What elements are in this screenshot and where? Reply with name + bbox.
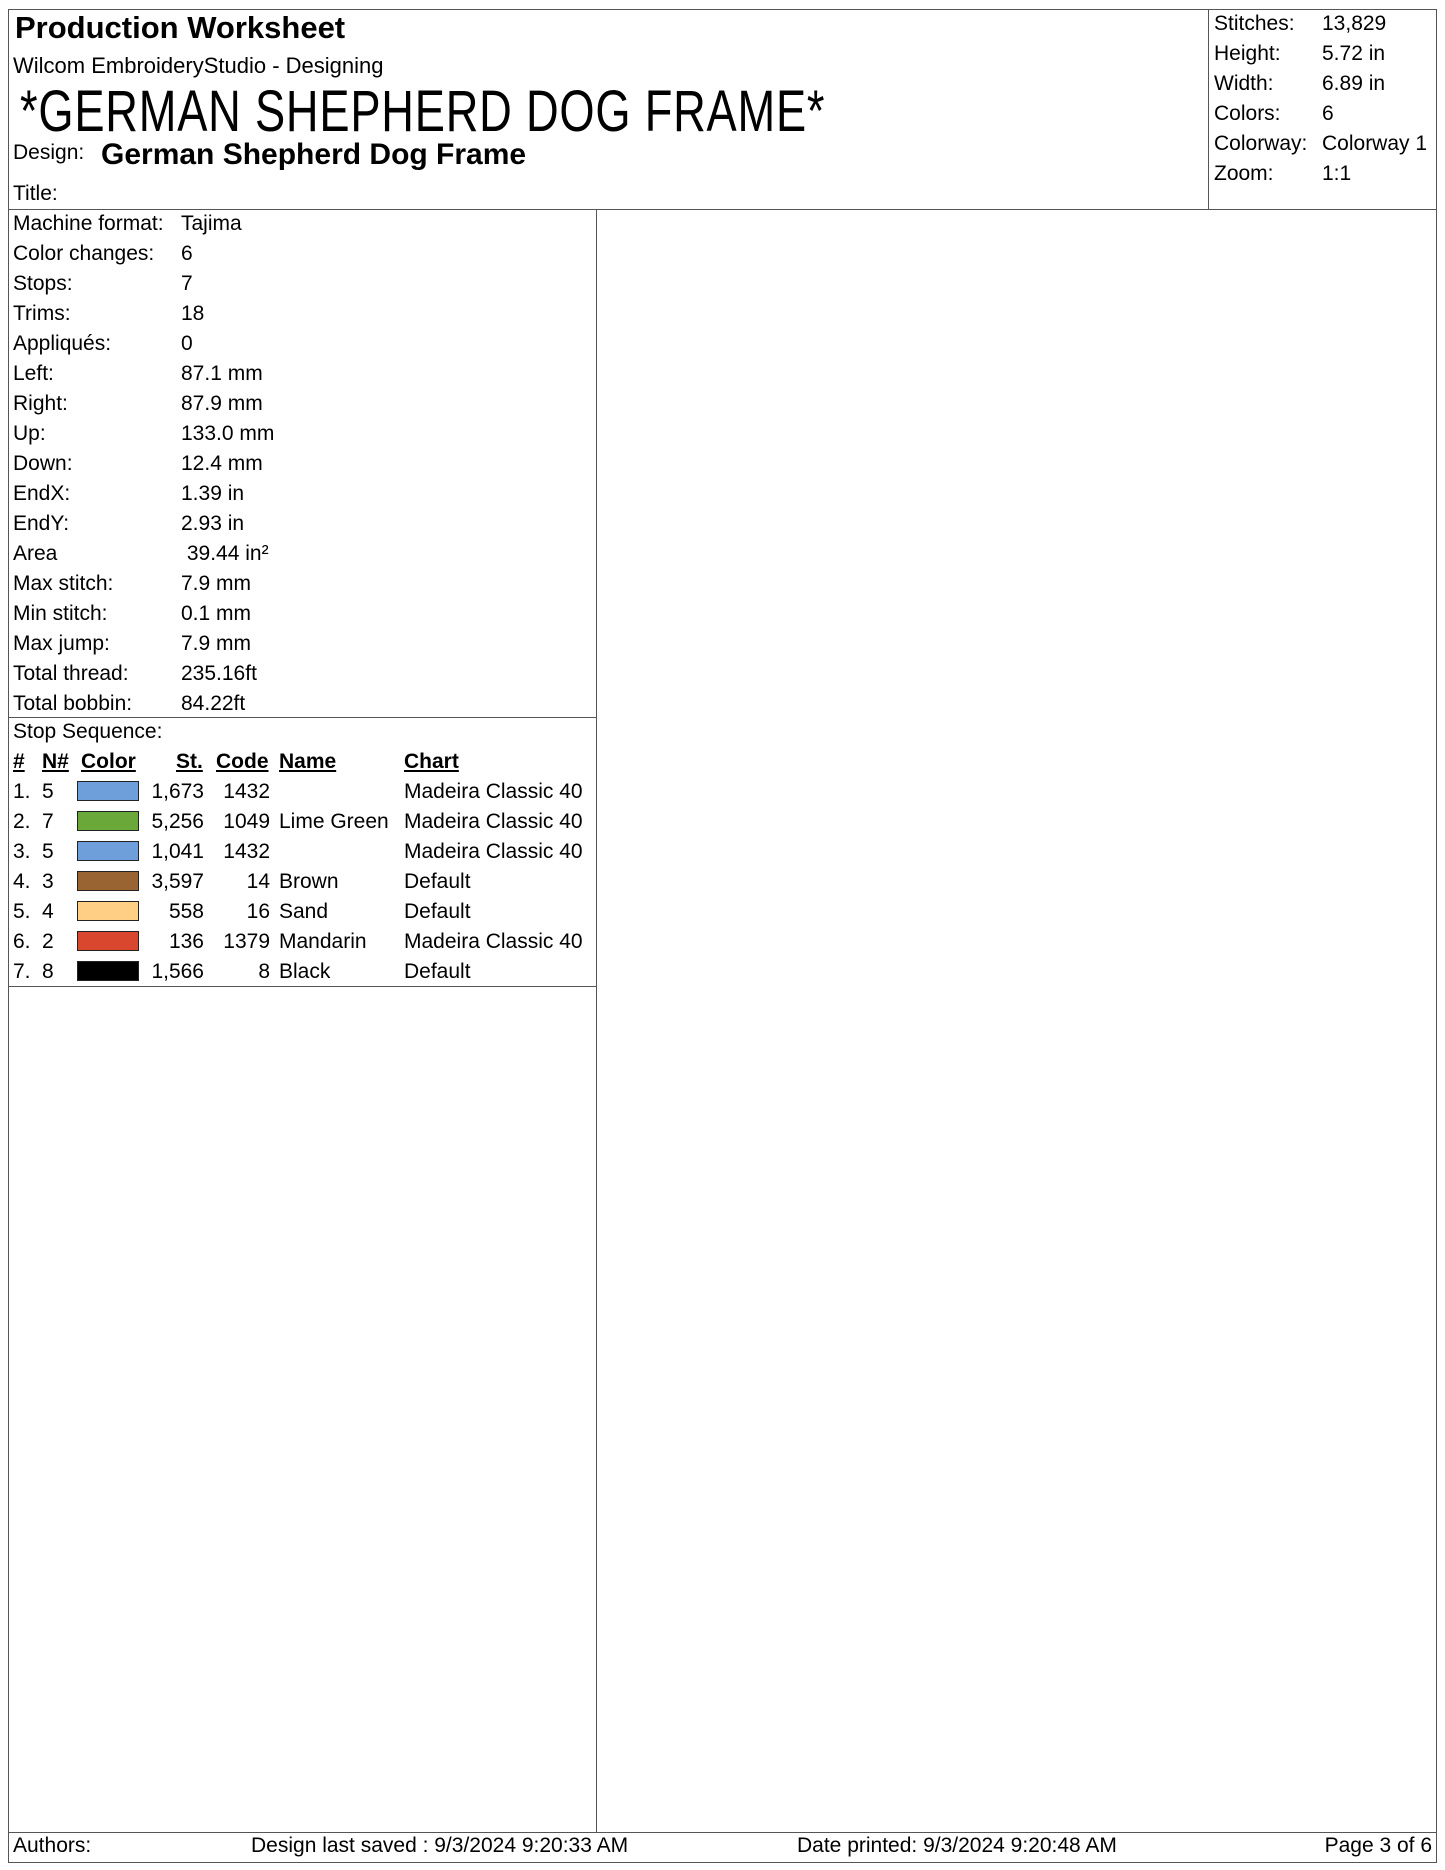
property-label: Min stitch:: [13, 602, 108, 625]
property-value: 0: [181, 332, 193, 355]
summary-label: Zoom:: [1214, 162, 1274, 185]
row-number: 2.: [13, 810, 31, 833]
row-needle: 2: [42, 930, 54, 953]
property-value: 84.22ft: [181, 692, 246, 715]
row-needle: 7: [42, 810, 54, 833]
row-number: 5.: [13, 900, 31, 923]
divider-main: [596, 209, 597, 1832]
row-stitches: 1,041: [151, 840, 204, 863]
property-value: 7.9 mm: [181, 572, 252, 595]
row-number: 6.: [13, 930, 31, 953]
row-code: 1049: [223, 810, 270, 833]
property-value: 2.93 in: [181, 512, 245, 535]
property-label: Left:: [13, 362, 54, 385]
row-name: Black: [279, 960, 331, 983]
divider-header: [8, 209, 1437, 210]
property-label: Max stitch:: [13, 572, 114, 595]
color-swatch: [77, 871, 139, 891]
summary-value: 6.89 in: [1322, 72, 1386, 95]
property-value: 1.39 in: [181, 482, 245, 505]
row-code: 1432: [223, 780, 270, 803]
row-code: 14: [246, 870, 270, 893]
property-value: 6: [181, 242, 193, 265]
row-number: 1.: [13, 780, 31, 803]
color-swatch: [77, 901, 139, 921]
property-label: Max jump:: [13, 632, 110, 655]
property-label: Down:: [13, 452, 73, 475]
footer-authors: Authors:: [13, 1834, 92, 1857]
app-subtitle: Wilcom EmbroideryStudio - Designing: [13, 53, 384, 78]
row-stitches: 3,597: [151, 870, 204, 893]
color-swatch: [77, 841, 139, 861]
row-chart: Default: [404, 870, 471, 893]
row-name: Brown: [279, 870, 339, 893]
divider-properties: [8, 717, 596, 718]
row-stitches: 5,256: [151, 810, 204, 833]
row-stitches: 1,673: [151, 780, 204, 803]
divider-stop-sequence: [8, 986, 596, 987]
property-value: 18: [181, 302, 205, 325]
color-swatch: [77, 781, 139, 801]
summary-value: 6: [1322, 102, 1334, 125]
column-header-chart: Chart: [404, 750, 459, 773]
row-chart: Madeira Classic 40: [404, 810, 583, 833]
color-swatch: [77, 811, 139, 831]
design-banner: *GERMAN SHEPHERD DOG FRAME*: [20, 79, 826, 144]
summary-value: Colorway 1: [1322, 132, 1428, 155]
property-label: Total bobbin:: [13, 692, 133, 715]
summary-value: 5.72 in: [1322, 42, 1386, 65]
property-label: EndX:: [13, 482, 71, 505]
row-code: 1432: [223, 840, 270, 863]
title-label: Title:: [13, 182, 58, 205]
color-swatch: [77, 961, 139, 981]
row-name: Lime Green: [279, 810, 389, 833]
row-needle: 8: [42, 960, 54, 983]
row-needle: 5: [42, 780, 54, 803]
summary-label: Colorway:: [1214, 132, 1308, 155]
row-chart: Default: [404, 960, 471, 983]
property-label: Stops:: [13, 272, 73, 295]
row-stitches: 1,566: [151, 960, 204, 983]
row-chart: Madeira Classic 40: [404, 840, 583, 863]
property-value: 39.44 in²: [181, 542, 269, 565]
summary-label: Height:: [1214, 42, 1281, 65]
row-stitches: 558: [168, 900, 204, 923]
property-label: Up:: [13, 422, 46, 445]
stop-sequence-label: Stop Sequence:: [13, 720, 163, 743]
row-chart: Madeira Classic 40: [404, 930, 583, 953]
property-label: Total thread:: [13, 662, 129, 685]
property-value: 235.16ft: [181, 662, 257, 685]
row-needle: 4: [42, 900, 54, 923]
property-value: 7: [181, 272, 193, 295]
property-label: Area: [13, 542, 58, 565]
summary-value: 1:1: [1322, 162, 1352, 185]
property-label: Right:: [13, 392, 68, 415]
property-value: 133.0 mm: [181, 422, 275, 445]
column-header-code: Code: [216, 750, 269, 773]
row-code: 1379: [223, 930, 270, 953]
design-name: German Shepherd Dog Frame: [101, 138, 527, 171]
summary-label: Width:: [1214, 72, 1274, 95]
property-label: Color changes:: [13, 242, 155, 265]
row-number: 3.: [13, 840, 31, 863]
column-header-name: Name: [279, 750, 337, 773]
row-name: Sand: [279, 900, 329, 923]
summary-label: Colors:: [1214, 102, 1281, 125]
property-value: 0.1 mm: [181, 602, 252, 625]
property-value: 87.9 mm: [181, 392, 263, 415]
property-label: Trims:: [13, 302, 71, 325]
property-value: Tajima: [181, 212, 242, 235]
row-stitches: 136: [168, 930, 204, 953]
summary-label: Stitches:: [1214, 12, 1295, 35]
row-code: 16: [246, 900, 270, 923]
divider-footer: [8, 1832, 1437, 1833]
column-header-needle: N#: [42, 750, 69, 773]
property-label: Machine format:: [13, 212, 164, 235]
property-label: Appliqués:: [13, 332, 112, 355]
row-needle: 5: [42, 840, 54, 863]
row-chart: Madeira Classic 40: [404, 780, 583, 803]
footer-page-number: Page 3 of 6: [1324, 1834, 1432, 1857]
property-value: 12.4 mm: [181, 452, 263, 475]
row-needle: 3: [42, 870, 54, 893]
property-label: EndY:: [13, 512, 70, 535]
property-value: 7.9 mm: [181, 632, 252, 655]
footer-date-printed: Date printed: 9/3/2024 9:20:48 AM: [797, 1834, 1117, 1857]
page-title: Production Worksheet: [15, 10, 346, 45]
summary-value: 13,829: [1322, 12, 1387, 35]
row-code: 8: [258, 960, 270, 983]
row-number: 4.: [13, 870, 31, 893]
column-header-stitches: St.: [176, 750, 203, 773]
row-name: Mandarin: [279, 930, 367, 953]
footer-last-saved: Design last saved : 9/3/2024 9:20:33 AM: [251, 1834, 629, 1857]
row-number: 7.: [13, 960, 31, 983]
design-label: Design:: [13, 141, 85, 164]
color-swatch: [77, 931, 139, 951]
property-value: 87.1 mm: [181, 362, 263, 385]
column-header-num: #: [13, 750, 25, 773]
divider-summary: [1208, 9, 1209, 210]
column-header-color: Color: [81, 750, 136, 773]
row-chart: Default: [404, 900, 471, 923]
